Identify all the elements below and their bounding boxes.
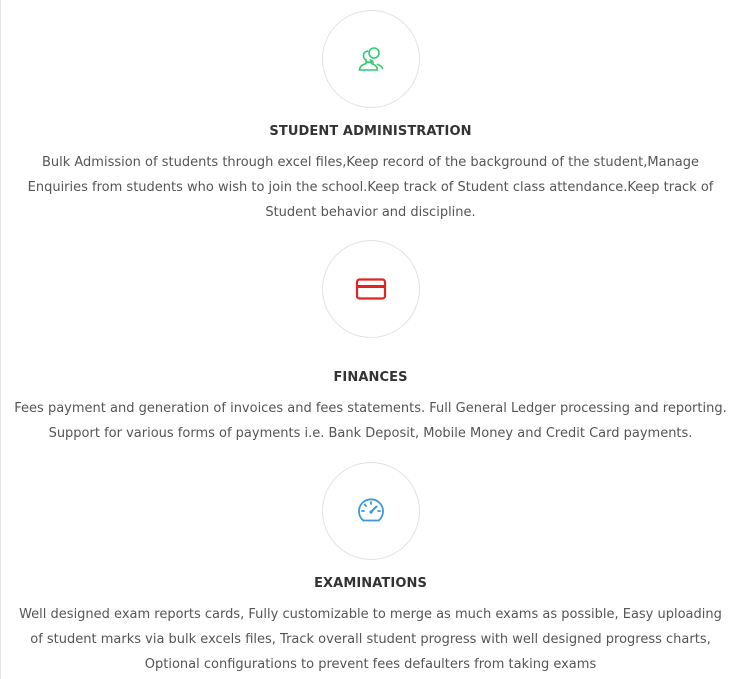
feature-description: Bulk Admission of students through excel files,Keep record of the background of the student,Manage Enquiries from students who wish to join the school.Keep track of Student class attendance.Keep track of Student behavior and discipline. xyxy=(27,155,714,220)
feature-title: FINANCES xyxy=(333,370,408,385)
feature-title: EXAMINATIONS xyxy=(314,576,427,591)
feature-description: Well designed exam reports cards, Fully customizable to merge as much exams as possible, Easy uploading of student marks via bulk excels files, Track overall student progress with well designed progress charts, Optional configurations to prevent fees defaulters from taking exams xyxy=(19,607,722,672)
credit-card-icon xyxy=(355,277,387,301)
icon-circle xyxy=(322,10,420,108)
users-icon xyxy=(356,44,386,74)
icon-circle xyxy=(322,462,420,560)
feature-description: Fees payment and generation of invoices and fees statements. Full General Ledger processing and reporting. Support for various forms of payments i.e. Bank Deposit, Mobile Money and Credit Card payments. xyxy=(14,401,727,441)
icon-circle xyxy=(322,240,420,338)
speedometer-icon xyxy=(355,495,387,527)
feature-title: STUDENT ADMINISTRATION xyxy=(269,124,472,139)
